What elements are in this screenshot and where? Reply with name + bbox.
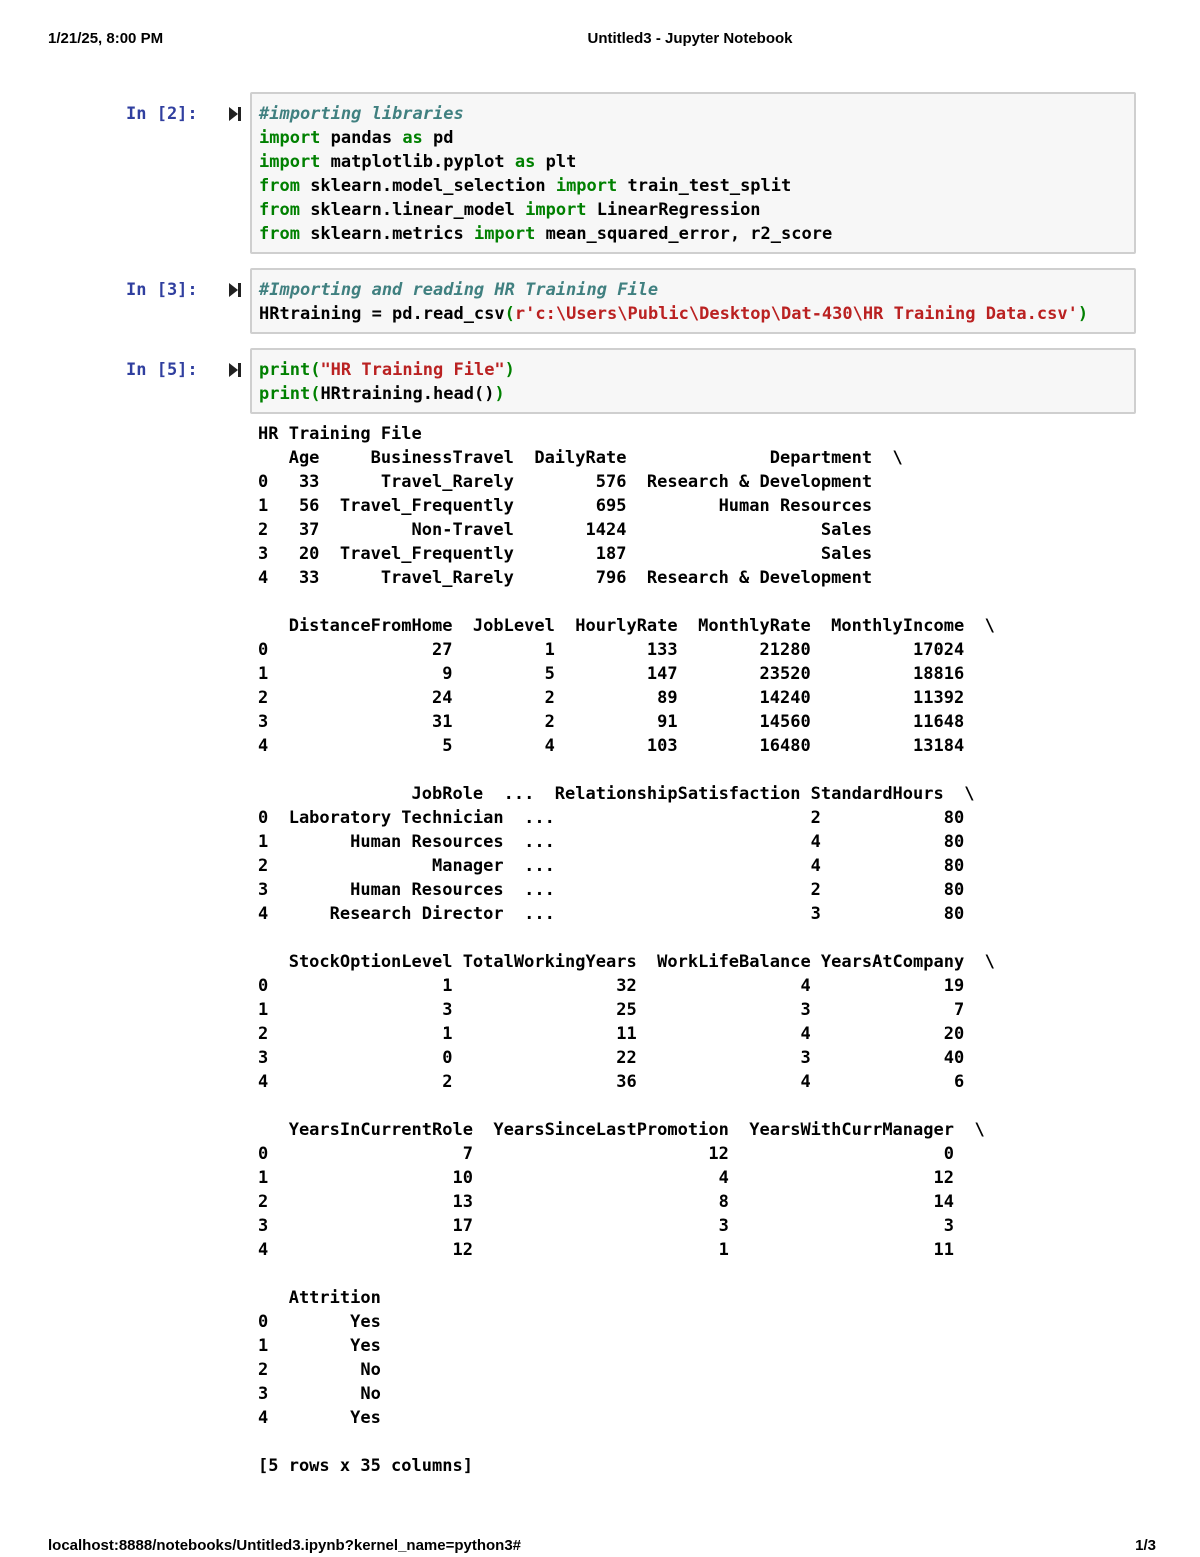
output-line: 0 27 1 133 21280 17024 xyxy=(258,640,965,660)
output-line: 3 No xyxy=(258,1384,381,1404)
code-token-name: sklearn.linear_model xyxy=(299,200,526,220)
code-token-str: "HR Training File" xyxy=(320,360,505,380)
code-line xyxy=(259,174,1134,198)
output-line: StockOptionLevel TotalWorkingYears WorkLifeBalance YearsAtCompany \ xyxy=(258,952,995,972)
code-token-name: matplotlib.pyplot xyxy=(320,152,515,172)
code-token-name: pandas xyxy=(320,128,403,148)
output-line: 0 33 Travel_Rarely 576 Research & Development xyxy=(258,472,873,492)
code-token-paren: ( xyxy=(310,360,321,380)
code-token-name: train_test_split xyxy=(617,176,792,196)
code-token-name: LinearRegression xyxy=(586,200,761,220)
print-url: localhost:8888/notebooks/Untitled3.ipynb?kernel_name=python3# xyxy=(48,1537,522,1554)
output-line: 1 Yes xyxy=(258,1336,381,1356)
code-token-paren: ) xyxy=(494,384,505,404)
print-datetime: 1/21/25, 8:00 PM xyxy=(48,30,164,47)
output-line: 0 Laboratory Technician ... 2 80 xyxy=(258,808,965,828)
output-line: 0 7 12 0 xyxy=(258,1144,954,1164)
print-page-title: Untitled3 - Jupyter Notebook xyxy=(587,30,793,47)
code-token-kw: import xyxy=(259,128,321,148)
output-line: 3 Human Resources ... 2 80 xyxy=(258,880,965,900)
code-line xyxy=(259,278,1134,302)
code-token-builtin: print xyxy=(259,360,311,380)
output-line: 2 13 8 14 xyxy=(258,1192,954,1212)
output-line: JobRole ... RelationshipSatisfaction StandardHours \ xyxy=(258,784,975,804)
output-line: 1 10 4 12 xyxy=(258,1168,954,1188)
output-line: 3 20 Travel_Frequently 187 Sales xyxy=(258,544,873,564)
cell-prompt: In [3]: xyxy=(126,280,198,300)
code-token-name: pd xyxy=(422,128,454,148)
output-line: HR Training File xyxy=(258,424,422,444)
code-token-kw: import xyxy=(555,176,618,196)
code-line xyxy=(259,382,1134,406)
output-line xyxy=(258,758,995,782)
code-input[interactable] xyxy=(250,348,1136,414)
output-line: 2 No xyxy=(258,1360,381,1380)
output-line: 1 56 Travel_Frequently 695 Human Resources xyxy=(258,496,873,516)
output-line: 3 31 2 91 14560 11648 xyxy=(258,712,965,732)
code-token-kw: import xyxy=(473,224,536,244)
code-input[interactable] xyxy=(250,268,1136,334)
cell-output xyxy=(258,422,995,1478)
code-line xyxy=(259,222,1134,246)
output-line: 4 12 1 11 xyxy=(258,1240,954,1260)
code-token-kw: as xyxy=(514,152,536,172)
output-line: Attrition xyxy=(258,1288,381,1308)
output-line: 3 17 3 3 xyxy=(258,1216,954,1236)
code-line xyxy=(259,126,1134,150)
code-token-comment: #importing libraries xyxy=(259,104,464,124)
code-token-name: sklearn.metrics xyxy=(299,224,474,244)
output-line: 4 Research Director ... 3 80 xyxy=(258,904,965,924)
print-page-number: 1/3 xyxy=(1135,1537,1156,1554)
run-cell-icon[interactable] xyxy=(228,282,242,298)
code-input[interactable] xyxy=(250,92,1136,254)
code-line xyxy=(259,102,1134,126)
output-line: 2 Manager ... 4 80 xyxy=(258,856,965,876)
output-line xyxy=(258,1094,995,1118)
output-line: 0 1 32 4 19 xyxy=(258,976,965,996)
output-line: 3 0 22 3 40 xyxy=(258,1048,965,1068)
output-line: 2 37 Non-Travel 1424 Sales xyxy=(258,520,873,540)
code-token-paren: ( xyxy=(310,384,321,404)
print-footer xyxy=(0,1537,1200,1557)
code-token-name: HRtraining = pd.read_csv xyxy=(259,304,505,324)
output-line: 1 3 25 3 7 xyxy=(258,1000,965,1020)
code-token-kw: from xyxy=(259,176,300,196)
code-token-kw: from xyxy=(259,224,300,244)
output-line: 2 24 2 89 14240 11392 xyxy=(258,688,965,708)
output-line: YearsInCurrentRole YearsSinceLastPromotion YearsWithCurrManager \ xyxy=(258,1120,985,1140)
run-cell-icon[interactable] xyxy=(228,106,242,122)
output-line: 4 2 36 4 6 xyxy=(258,1072,965,1092)
output-line: [5 rows x 35 columns] xyxy=(258,1456,473,1476)
code-token-name: plt xyxy=(535,152,577,172)
code-token-str: r'c:\Users\Public\Desktop\Dat-430\HR Training Data.csv' xyxy=(514,304,1078,324)
code-token-comment: #Importing and reading HR Training File xyxy=(259,280,659,300)
output-line: 1 Human Resources ... 4 80 xyxy=(258,832,965,852)
output-line xyxy=(258,590,995,614)
code-token-name: HRtraining.head() xyxy=(320,384,495,404)
code-token-paren: ( xyxy=(504,304,515,324)
code-token-builtin: print xyxy=(259,384,311,404)
code-token-kw: import xyxy=(525,200,587,220)
output-line: Age BusinessTravel DailyRate Department \ xyxy=(258,448,903,468)
output-line: 0 Yes xyxy=(258,1312,381,1332)
output-line: 4 33 Travel_Rarely 796 Research & Development xyxy=(258,568,873,588)
run-cell-icon[interactable] xyxy=(228,362,242,378)
output-line: 1 9 5 147 23520 18816 xyxy=(258,664,965,684)
code-token-paren: ) xyxy=(504,360,515,380)
code-token-name: sklearn.model_selection xyxy=(299,176,556,196)
output-line xyxy=(258,926,995,950)
code-line xyxy=(259,358,1134,382)
code-line xyxy=(259,198,1134,222)
cell-prompt: In [2]: xyxy=(126,104,198,124)
code-token-paren: ) xyxy=(1077,304,1089,324)
print-header xyxy=(0,30,1200,50)
output-line xyxy=(258,1262,995,1286)
code-line xyxy=(259,302,1134,326)
output-line: DistanceFromHome JobLevel HourlyRate MonthlyRate MonthlyIncome \ xyxy=(258,616,995,636)
output-line: 4 Yes xyxy=(258,1408,381,1428)
code-line xyxy=(259,150,1134,174)
output-line: 2 1 11 4 20 xyxy=(258,1024,965,1044)
output-line: 4 5 4 103 16480 13184 xyxy=(258,736,965,756)
code-token-kw: import xyxy=(259,152,321,172)
cell-prompt: In [5]: xyxy=(126,360,198,380)
code-token-name: mean_squared_error, r2_score xyxy=(535,224,833,244)
code-token-kw: as xyxy=(402,128,423,148)
code-token-kw: from xyxy=(259,200,300,220)
output-line xyxy=(258,1430,995,1454)
